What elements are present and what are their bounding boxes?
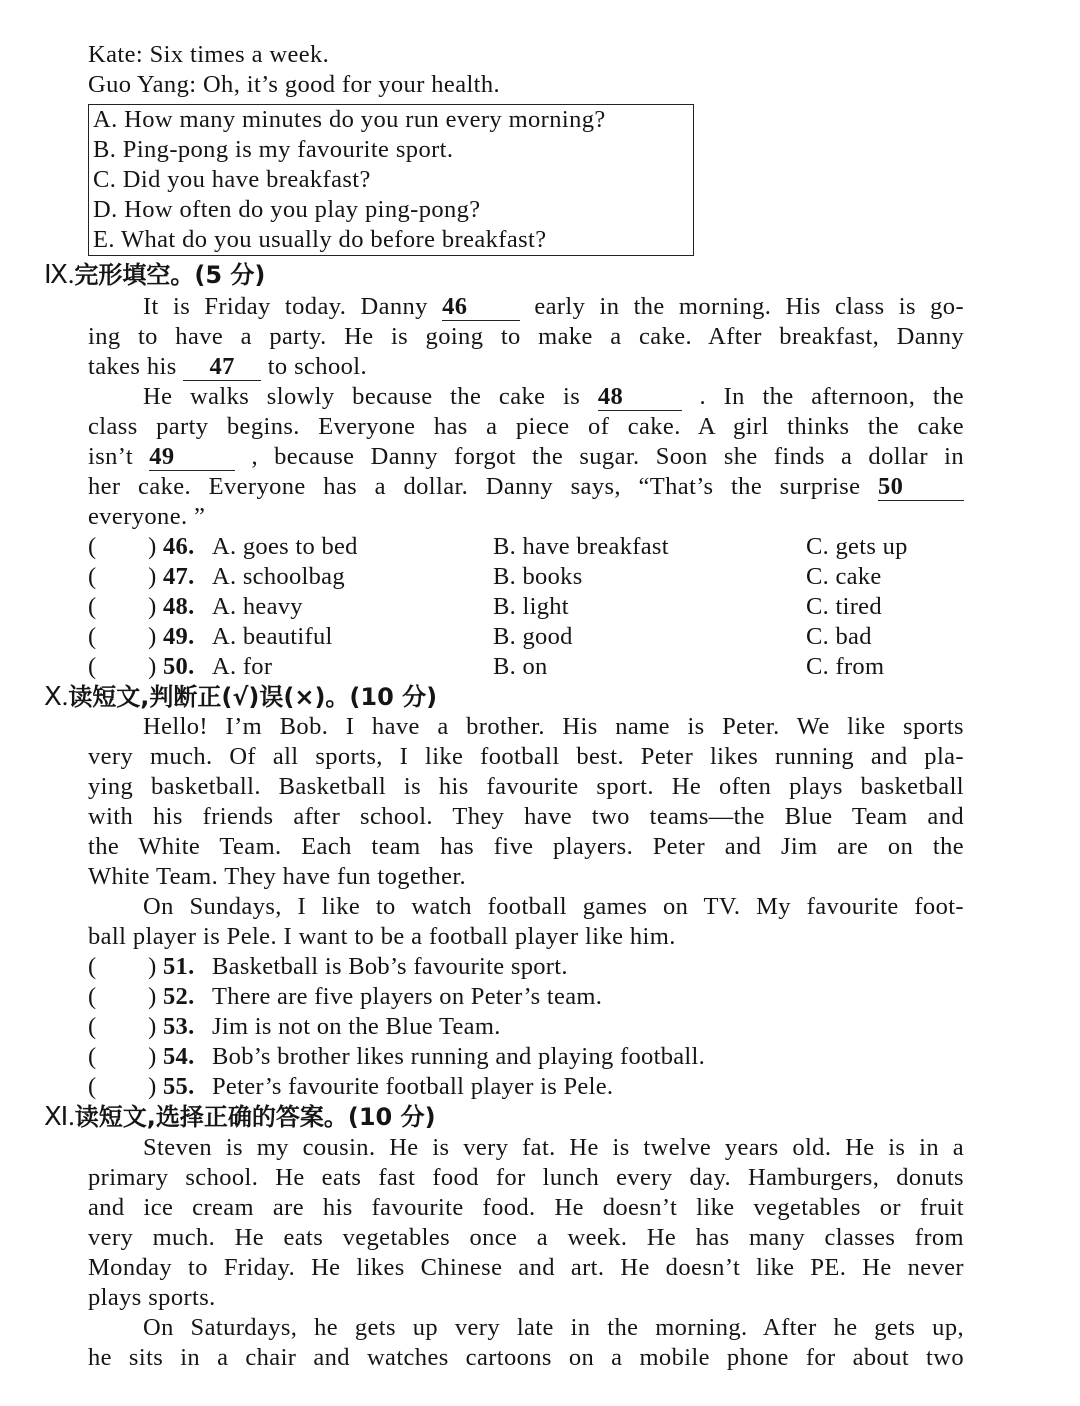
section-9-title: 完形填空。(5 分): [74, 261, 266, 289]
cloze-line: He walks slowly because the cake is 48 . In the afternoon, the: [143, 383, 964, 410]
section-11-title: 读短文,选择正确的答案。(10 分): [74, 1103, 436, 1131]
dialogue-line: Kate: Six times a week.: [88, 41, 330, 68]
passage-line: Hello! I’m Bob. I have a brother. His name is Peter. We like sports: [143, 713, 964, 740]
option-c: C. gets up: [806, 533, 908, 560]
option-b: B. light: [493, 593, 569, 620]
question-number: 54.: [163, 1043, 195, 1070]
section-11-heading: [44, 1102, 436, 1132]
section-10-heading: [44, 682, 437, 712]
passage-line: On Sundays, I like to watch football games on TV. My favourite foot-: [143, 893, 964, 920]
option-b: B. books: [493, 563, 583, 590]
passage-line: Steven is my cousin. He is very fat. He is twelve years old. He is in a: [143, 1134, 964, 1161]
answer-paren-49[interactable]: ( ): [88, 623, 157, 650]
answer-paren-53[interactable]: ( ): [88, 1013, 157, 1040]
option-e: E. What do you usually do before breakfast?: [93, 226, 547, 253]
option-c: C. bad: [806, 623, 872, 650]
cloze-line: class party begins. Everyone has a piece of cake. A girl thinks the cake: [88, 413, 964, 440]
passage-line: with his friends after school. They have two teams—the Blue Team and: [88, 803, 964, 830]
option-a: A. beautiful: [212, 623, 333, 650]
blank-48: 48: [598, 384, 682, 411]
question-number: 49.: [163, 623, 195, 650]
blank-50: 50: [878, 474, 964, 501]
option-c: C. Did you have breakfast?: [93, 166, 371, 193]
blank-47: 47: [183, 354, 261, 381]
cloze-line: ing to have a party. He is going to make a cake. After breakfast, Danny: [88, 323, 964, 350]
option-a: A. goes to bed: [212, 533, 358, 560]
passage-line: and ice cream are his favourite food. He doesn’t like vegetables or fruit: [88, 1194, 964, 1221]
passage-line: primary school. He eats fast food for lunch every day. Hamburgers, donuts: [88, 1164, 964, 1191]
passage-line: very much. He eats vegetables once a week. He has many classes from: [88, 1224, 964, 1251]
option-b: B. on: [493, 653, 548, 680]
passage-line: the White Team. Each team has five players. Peter and Jim are on the: [88, 833, 964, 860]
question-number: 51.: [163, 953, 195, 980]
question-text: There are five players on Peter’s team.: [212, 983, 603, 1010]
answer-paren-48[interactable]: ( ): [88, 593, 157, 620]
question-text: Jim is not on the Blue Team.: [212, 1013, 501, 1040]
answer-paren-50[interactable]: ( ): [88, 653, 157, 680]
section-10-title: 读短文,判断正(√)误(×)。(10 分): [68, 683, 438, 711]
option-c: C. tired: [806, 593, 882, 620]
dialogue-line: Guo Yang: Oh, it’s good for your health.: [88, 71, 501, 98]
question-number: 55.: [163, 1073, 195, 1100]
cloze-line: isn’t 49 , because Danny forgot the sugar. Soon she finds a dollar in: [88, 443, 964, 470]
answer-paren-52[interactable]: ( ): [88, 983, 157, 1010]
passage-line: he sits in a chair and watches cartoons on a mobile phone for about two: [88, 1344, 964, 1371]
answer-paren-46[interactable]: ( ): [88, 533, 157, 560]
question-number: 50.: [163, 653, 195, 680]
passage-line: White Team. They have fun together.: [88, 863, 467, 890]
question-text: Bob’s brother likes running and playing football.: [212, 1043, 706, 1070]
passage-line: Monday to Friday. He likes Chinese and art. He doesn’t like PE. He never: [88, 1254, 964, 1281]
question-text: Peter’s favourite football player is Pele.: [212, 1073, 614, 1100]
option-a: A. schoolbag: [212, 563, 345, 590]
section-11-number: Ⅺ.: [44, 1102, 75, 1131]
question-number: 47.: [163, 563, 195, 590]
option-d: D. How often do you play ping-pong?: [93, 196, 481, 223]
question-number: 48.: [163, 593, 195, 620]
cloze-line: It is Friday today. Danny 46 early in the morning. His class is go-: [143, 293, 965, 320]
section-9-heading: [44, 260, 265, 290]
option-c: C. from: [806, 653, 885, 680]
question-text: Basketball is Bob’s favourite sport.: [212, 953, 568, 980]
option-a: A. for: [212, 653, 273, 680]
answer-paren-51[interactable]: ( ): [88, 953, 157, 980]
option-b: B. have breakfast: [493, 533, 669, 560]
answer-paren-47[interactable]: ( ): [88, 563, 157, 590]
options-box: [88, 104, 694, 256]
question-number: 53.: [163, 1013, 195, 1040]
option-c: C. cake: [806, 563, 882, 590]
section-9-number: Ⅸ.: [44, 260, 75, 289]
blank-46: 46: [442, 294, 520, 321]
question-number: 46.: [163, 533, 195, 560]
cloze-line: everyone. ”: [88, 503, 206, 530]
answer-paren-54[interactable]: ( ): [88, 1043, 157, 1070]
cloze-line: takes his 47 to school.: [88, 353, 367, 380]
section-10-number: Ⅹ.: [44, 682, 69, 711]
passage-line: very much. Of all sports, I like football best. Peter likes running and pla-: [88, 743, 964, 770]
blank-49: 49: [149, 444, 235, 471]
option-a: A. How many minutes do you run every morning?: [93, 106, 606, 133]
cloze-line: her cake. Everyone has a dollar. Danny says, “That’s the surprise 50: [88, 472, 964, 502]
passage-line: plays sports.: [88, 1284, 216, 1311]
option-b: B. good: [493, 623, 573, 650]
option-a: A. heavy: [212, 593, 303, 620]
option-b: B. Ping-pong is my favourite sport.: [93, 136, 454, 163]
passage-line: On Saturdays, he gets up very late in the morning. After he gets up,: [143, 1314, 964, 1341]
question-number: 52.: [163, 983, 195, 1010]
answer-paren-55[interactable]: ( ): [88, 1073, 157, 1100]
passage-line: ying basketball. Basketball is his favourite sport. He often plays basketball: [88, 773, 964, 800]
passage-line: ball player is Pele. I want to be a football player like him.: [88, 923, 676, 950]
